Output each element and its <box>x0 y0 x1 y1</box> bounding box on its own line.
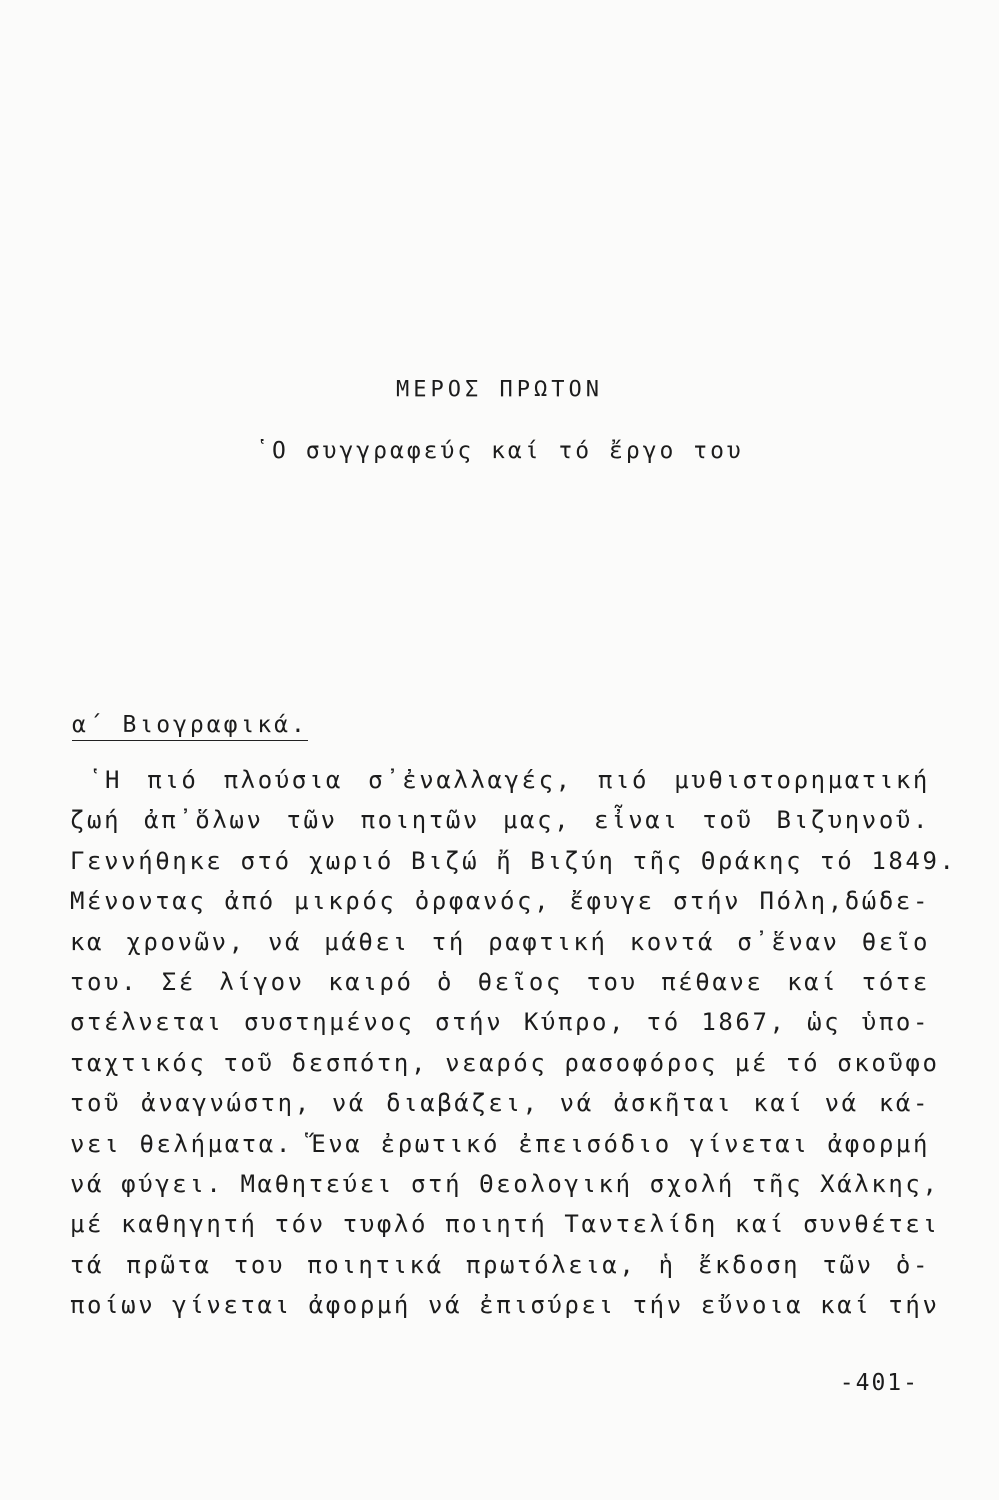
body-line: ποίων γίνεται ἀφορμή νά ἐπισύρει τήν εὔνοια καί τήν <box>70 1291 940 1320</box>
body-line: μέ καθηγητή τόν τυφλό ποιητή Ταντελίδη καί συνθέτει <box>70 1210 940 1239</box>
body-line: τοῦ ἀναγνώστη, νά διαβάζει, νά ἀσκῆται καί νά κά- <box>70 1089 930 1118</box>
body-line: κα χρονῶν, νά μάθει τή ραφτική κοντά σ᾿ἕναν θεῖο <box>70 927 930 956</box>
body-line: τά πρῶτα του ποιητικά πρωτόλεια, ἡ ἔκδοση τῶν ὁ- <box>70 1250 930 1279</box>
body-line: ζωή ἀπ᾿ὅλων τῶν ποιητῶν μας, εἶναι τοῦ Βιζυηνοῦ. <box>70 806 930 835</box>
body-line: ταχτικός τοῦ δεσπότη, νεαρός ρασοφόρος μέ τό σκοῦφο <box>70 1048 940 1077</box>
body-line: του. Σέ λίγον καιρό ὁ θεῖος του πέθανε καί τότε <box>70 967 930 996</box>
part-subtitle: ῾Ο συγγραφεύς καί τό ἔργο του <box>255 438 744 464</box>
body-line: νά φύγει. Μαθητεύει στή Θεολογική σχολή τῆς Χάλκης, <box>70 1169 940 1198</box>
body-line: στέλνεται συστημένος στήν Κύπρο, τό 1867, ὡς ὑπο- <box>70 1008 930 1037</box>
body-line: Γεννήθηκε στό χωριό Βιζώ ἤ Βιζύη τῆς Θράκης τό 1849. <box>70 846 957 875</box>
body-line: ῾Η πιό πλούσια σ᾿ἐναλλαγές, πιό μυθιστορηματική <box>88 766 930 794</box>
section-heading: α΄ Βιογραφικά. <box>72 712 308 741</box>
body-line: νει θελήματα. Ἕνα ἐρωτικό ἐπεισόδιο γίνεται ἀφορμή <box>70 1129 930 1158</box>
page-number: -401- <box>839 1370 919 1396</box>
part-title: ΜΕΡΟΣ ΠΡΩΤΟΝ <box>396 377 603 402</box>
body-line: Μένοντας ἀπό μικρός ὀρφανός, ἔφυγε στήν Πόλη,δώδε- <box>70 887 930 916</box>
body-text <box>70 760 957 1325</box>
